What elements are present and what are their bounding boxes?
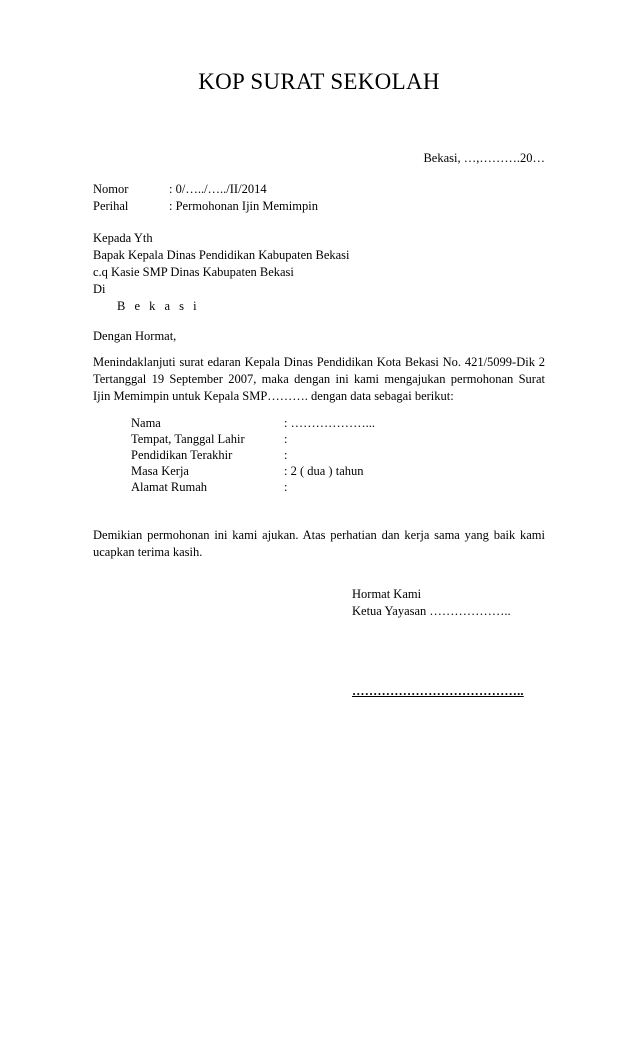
field-label: Tempat, Tanggal Lahir [131,432,245,446]
body-paragraph-intro [93,354,545,405]
meta-value: : Permohonan Ijin Memimpin [169,199,318,213]
field-row-alamat [131,479,375,495]
meta-row-nomor [93,181,318,198]
field-label: Masa Kerja [131,464,189,478]
field-row-ttl [131,431,375,447]
date-line: Bekasi, …,……….20… [423,151,545,165]
paragraph-line: ucapkan terima kasih. [93,545,203,559]
recipient-city: B e k a s i [117,299,200,313]
recipient-line: c.q Kasie SMP Dinas Kabupaten Bekasi [93,265,294,279]
field-label: Nama [131,416,161,430]
field-value: : [284,432,288,446]
meta-key: Perihal [93,199,129,213]
recipient-address [93,230,350,315]
recipient-line: Di [93,282,106,296]
greeting: Dengan Hormat, [93,329,177,343]
field-row-pendidikan [131,447,375,463]
letterhead-title: KOP SURAT SEKOLAH [198,69,440,94]
meta-key: Nomor [93,182,129,196]
paragraph-line: Tertanggal 19 September 2007, maka dengan ini kami mengajukan permohonan Surat [93,372,545,386]
field-row-nama [131,415,375,431]
recipient-line: Kepada Yth [93,231,153,245]
field-label: Alamat Rumah [131,480,208,494]
recipient-line: Bapak Kepala Dinas Pendidikan Kabupaten Bekasi [93,248,350,262]
field-value: : [284,448,288,462]
closing-block [352,586,511,620]
signature-line: ………………………………….. [352,684,524,698]
field-label: Pendidikan Terakhir [131,448,233,462]
paragraph-line: Ijin Memimpin untuk Kepala SMP………. dengan data sebagai berikut: [93,389,454,403]
letter-meta [93,181,318,215]
paragraph-line: Menindaklanjuti surat edaran Kepala Dinas Pendidikan Kota Bekasi No. 421/5099-Dik 2 [93,355,545,369]
closing-position: Ketua Yayasan ……………….. [352,604,511,618]
field-value: : [284,480,288,494]
applicant-data-fields [131,415,375,495]
meta-value: : 0/…../…../II/2014 [169,182,267,196]
field-row-masa-kerja [131,463,375,479]
body-paragraph-closing [93,527,545,561]
meta-row-perihal [93,198,318,215]
paragraph-line: Demikian permohonan ini kami ajukan. Atas perhatian dan kerja sama yang baik kami [93,528,545,542]
field-value: : 2 ( dua ) tahun [284,464,364,478]
field-value: : ………………... [284,416,375,430]
closing-salutation: Hormat Kami [352,587,422,601]
